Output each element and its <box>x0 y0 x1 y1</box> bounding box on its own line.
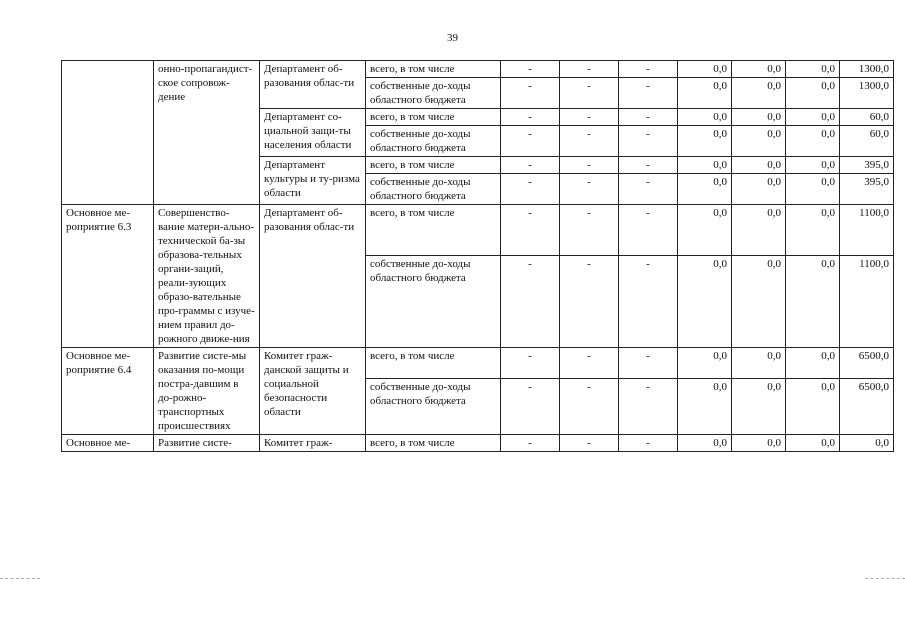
value-cell: 0,0 <box>732 378 786 434</box>
dash-cell: - <box>619 435 678 452</box>
dash-cell: - <box>560 78 619 109</box>
table-row <box>62 435 894 452</box>
funding-source-cell: собственные до-ходы областного бюджета <box>366 255 501 347</box>
scan-margin-mark <box>0 578 40 579</box>
value-cell: 60,0 <box>840 109 894 126</box>
scan-margin-mark <box>865 578 905 579</box>
executor-cell: Департамент об-разования облас-ти <box>260 205 366 348</box>
value-cell: 0,0 <box>786 61 840 78</box>
value-cell: 0,0 <box>678 126 732 157</box>
page-number: 39 <box>447 32 458 44</box>
dash-cell: - <box>501 126 560 157</box>
dash-cell: - <box>501 205 560 256</box>
value-cell: 0,0 <box>786 205 840 256</box>
value-cell: 0,0 <box>786 109 840 126</box>
measure-name-cell: онно-пропагандист-ское сопровож-дение <box>154 61 260 205</box>
value-cell: 0,0 <box>732 61 786 78</box>
table-row <box>62 348 894 379</box>
dash-cell: - <box>619 126 678 157</box>
value-cell: 0,0 <box>786 255 840 347</box>
value-cell: 0,0 <box>786 78 840 109</box>
dash-cell: - <box>560 61 619 78</box>
value-cell: 395,0 <box>840 174 894 205</box>
value-cell: 0,0 <box>786 174 840 205</box>
dash-cell: - <box>501 378 560 434</box>
value-cell: 0,0 <box>786 348 840 379</box>
value-cell: 0,0 <box>732 435 786 452</box>
value-cell: 395,0 <box>840 157 894 174</box>
value-cell: 0,0 <box>678 61 732 78</box>
funding-source-cell: всего, в том числе <box>366 157 501 174</box>
budget-table <box>61 60 894 452</box>
value-cell: 0,0 <box>786 378 840 434</box>
dash-cell: - <box>560 174 619 205</box>
value-cell: 1300,0 <box>840 61 894 78</box>
value-cell: 0,0 <box>732 109 786 126</box>
dash-cell: - <box>560 378 619 434</box>
executor-cell: Департамент со-циальной защи-ты населения области <box>260 109 366 157</box>
value-cell: 0,0 <box>840 435 894 452</box>
value-cell: 0,0 <box>678 255 732 347</box>
funding-source-cell: всего, в том числе <box>366 348 501 379</box>
funding-source-cell: всего, в том числе <box>366 435 501 452</box>
value-cell: 0,0 <box>678 157 732 174</box>
table-row <box>62 61 894 78</box>
value-cell: 0,0 <box>678 348 732 379</box>
value-cell: 0,0 <box>678 109 732 126</box>
value-cell: 0,0 <box>678 174 732 205</box>
value-cell: 0,0 <box>786 435 840 452</box>
dash-cell: - <box>501 174 560 205</box>
dash-cell: - <box>619 174 678 205</box>
measure-cell: Основное ме-роприятие 6.4 <box>62 348 154 435</box>
dash-cell: - <box>501 78 560 109</box>
dash-cell: - <box>619 61 678 78</box>
executor-cell: Комитет граж-данской защиты и социальной безопасности области <box>260 348 366 435</box>
dash-cell: - <box>501 255 560 347</box>
dash-cell: - <box>619 78 678 109</box>
value-cell: 0,0 <box>786 126 840 157</box>
value-cell: 0,0 <box>678 378 732 434</box>
executor-cell: Департамент культуры и ту-ризма области <box>260 157 366 205</box>
measure-cell: Основное ме- <box>62 435 154 452</box>
measure-cell: Основное ме-роприятие 6.3 <box>62 205 154 348</box>
value-cell: 0,0 <box>732 126 786 157</box>
funding-source-cell: всего, в том числе <box>366 109 501 126</box>
value-cell: 0,0 <box>732 348 786 379</box>
dash-cell: - <box>619 378 678 434</box>
dash-cell: - <box>501 435 560 452</box>
value-cell: 0,0 <box>678 435 732 452</box>
funding-source-cell: всего, в том числе <box>366 61 501 78</box>
funding-source-cell: собственные до-ходы областного бюджета <box>366 174 501 205</box>
dash-cell: - <box>560 255 619 347</box>
dash-cell: - <box>560 348 619 379</box>
value-cell: 1300,0 <box>840 78 894 109</box>
dash-cell: - <box>560 109 619 126</box>
dash-cell: - <box>619 255 678 347</box>
dash-cell: - <box>619 348 678 379</box>
executor-cell: Комитет граж- <box>260 435 366 452</box>
value-cell: 0,0 <box>732 78 786 109</box>
value-cell: 0,0 <box>732 174 786 205</box>
funding-source-cell: собственные до-ходы областного бюджета <box>366 378 501 434</box>
dash-cell: - <box>619 205 678 256</box>
dash-cell: - <box>560 435 619 452</box>
value-cell: 6500,0 <box>840 378 894 434</box>
dash-cell: - <box>501 109 560 126</box>
value-cell: 1100,0 <box>840 255 894 347</box>
value-cell: 1100,0 <box>840 205 894 256</box>
value-cell: 0,0 <box>732 255 786 347</box>
value-cell: 6500,0 <box>840 348 894 379</box>
dash-cell: - <box>619 109 678 126</box>
executor-cell: Департамент об-разования облас-ти <box>260 61 366 109</box>
value-cell: 0,0 <box>732 205 786 256</box>
funding-source-cell: собственные до-ходы областного бюджета <box>366 78 501 109</box>
dash-cell: - <box>501 348 560 379</box>
funding-source-cell: всего, в том числе <box>366 205 501 256</box>
measure-name-cell: Развитие систе-мы оказания по-мощи постра-давшим в до-рожно-транспортных происшествиях <box>154 348 260 435</box>
dash-cell: - <box>560 205 619 256</box>
table-row <box>62 205 894 256</box>
measure-name-cell: Развитие систе- <box>154 435 260 452</box>
dash-cell: - <box>501 61 560 78</box>
dash-cell: - <box>619 157 678 174</box>
measure-name-cell: Совершенство-вание матери-ально-технической ба-зы образова-тельных органи-заций, реали-зующих образо-вательные про-граммы с изуче-нием правил до-рожного движе-ния <box>154 205 260 348</box>
dash-cell: - <box>501 157 560 174</box>
value-cell: 0,0 <box>678 78 732 109</box>
funding-source-cell: собственные до-ходы областного бюджета <box>366 126 501 157</box>
value-cell: 60,0 <box>840 126 894 157</box>
measure-cell <box>62 61 154 205</box>
table-body <box>62 61 894 452</box>
value-cell: 0,0 <box>678 205 732 256</box>
value-cell: 0,0 <box>732 157 786 174</box>
dash-cell: - <box>560 126 619 157</box>
dash-cell: - <box>560 157 619 174</box>
value-cell: 0,0 <box>786 157 840 174</box>
